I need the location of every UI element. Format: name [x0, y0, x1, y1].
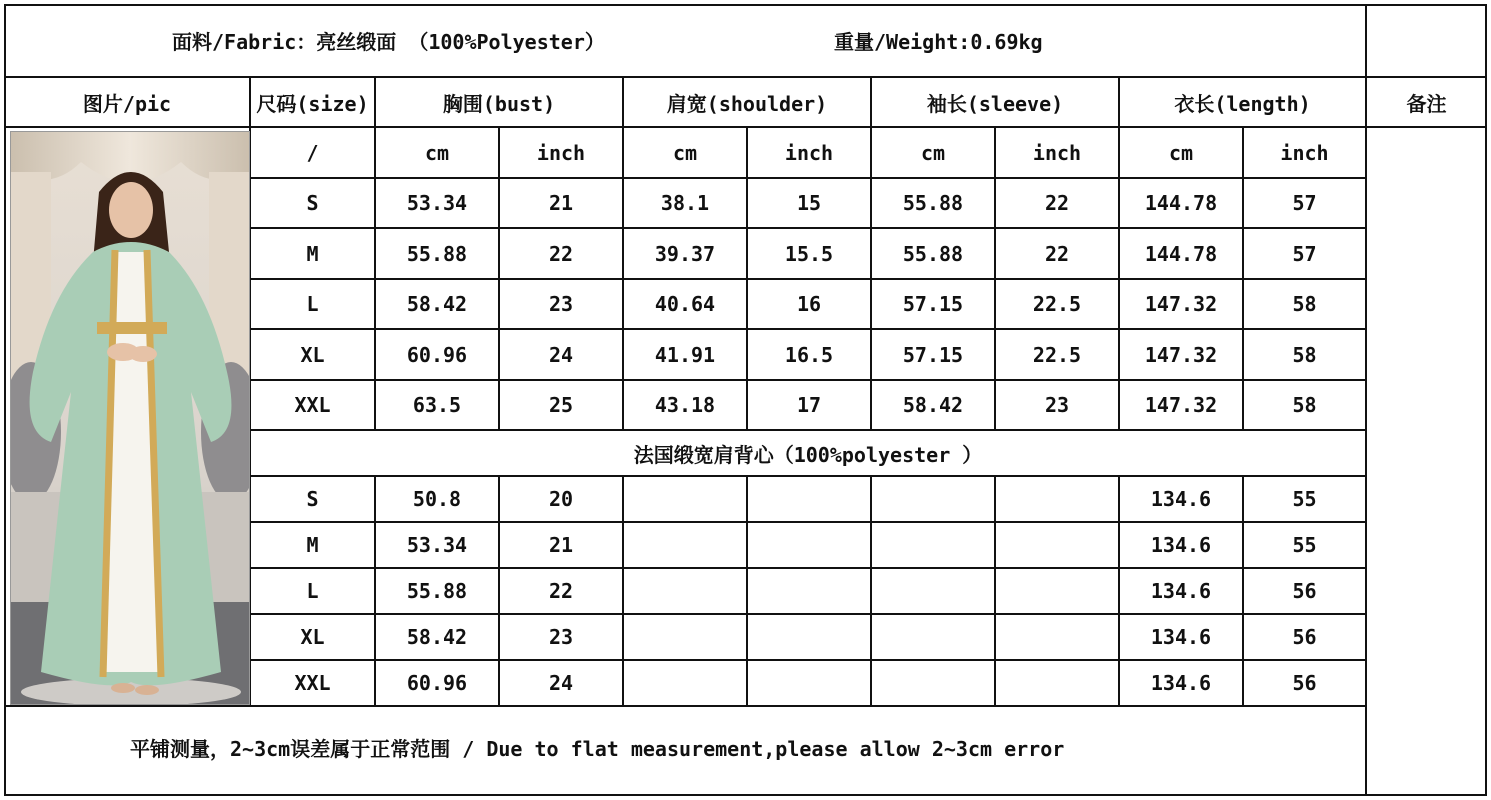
table1-cell-sleeve_in: 22 [1044, 191, 1070, 215]
table1-cell-shoulder_cm: 40.64 [654, 292, 716, 316]
table1-cell-sleeve_cm: 57.15 [902, 292, 964, 316]
table2-cell-size: S [306, 487, 319, 511]
table1-cell-bust_cm: 63.5 [412, 393, 462, 417]
unit-inch: inch [1032, 140, 1082, 165]
table1-cell-sleeve_cm: 55.88 [902, 241, 964, 266]
table1-cell-size: L [306, 292, 319, 316]
table1-cell-bust_cm: 55.88 [406, 241, 468, 266]
table2-cell-size: XXL [294, 671, 331, 695]
table2-cell-bust_in: 21 [548, 533, 574, 557]
table1-cell-size: XXL [294, 393, 331, 417]
table1-cell-bust_in: 25 [548, 393, 574, 417]
table2-cell-bust_cm: 60.96 [406, 671, 468, 695]
table1-cell-sleeve_in: 22 [1044, 241, 1070, 266]
table1-cell-shoulder_in: 16 [796, 292, 822, 316]
table1-cell-bust_cm: 58.42 [406, 292, 468, 316]
table1-cell-shoulder_cm: 38.1 [660, 191, 710, 215]
table1-cell-length_in: 58 [1292, 292, 1317, 316]
table1-cell-length_cm: 147.32 [1144, 342, 1218, 367]
table2-cell-length_cm: 134.6 [1150, 533, 1212, 557]
table1-cell-sleeve_cm: 57.15 [902, 342, 964, 367]
table2-cell-length_in: 56 [1292, 625, 1317, 649]
unit-cm: cm [672, 140, 698, 165]
table2-cell-length_cm: 134.6 [1150, 579, 1212, 603]
unit-inch: inch [1280, 140, 1329, 165]
table1-cell-size: S [306, 191, 319, 215]
table1-cell-shoulder_in: 16.5 [784, 342, 834, 367]
table2-cell-length_in: 56 [1292, 671, 1317, 695]
table1-cell-sleeve_cm: 58.42 [902, 393, 964, 417]
table2-cell-length_cm: 134.6 [1150, 487, 1212, 511]
table2-cell-length_cm: 134.6 [1150, 671, 1212, 695]
column-header-pic: 图片/pic [82, 91, 172, 116]
fabric-info: 面料/Fabric：亮丝缎面 （100%Polyester） [172, 30, 605, 54]
table2-cell-length_in: 55 [1292, 487, 1317, 511]
table2-cell-length_in: 55 [1292, 533, 1317, 557]
table1-cell-bust_cm: 53.34 [406, 191, 468, 215]
table1-cell-sleeve_in: 22.5 [1032, 342, 1082, 367]
table1-cell-shoulder_cm: 43.18 [654, 393, 716, 417]
product-photo [10, 131, 250, 705]
table1-cell-shoulder_cm: 41.91 [654, 342, 716, 367]
table1-cell-length_in: 58 [1292, 393, 1317, 417]
unit-cm: cm [424, 140, 450, 165]
table1-cell-size: XL [300, 342, 325, 367]
unit-size: / [306, 140, 319, 165]
table2-cell-bust_in: 24 [548, 671, 574, 695]
section2-title: 法国缎宽肩背心（100%polyester ） [633, 442, 983, 467]
table1-cell-length_cm: 147.32 [1144, 393, 1218, 417]
table1-cell-bust_in: 21 [548, 191, 574, 215]
table1-cell-bust_in: 23 [548, 292, 574, 316]
table1-cell-sleeve_in: 22.5 [1032, 292, 1082, 316]
unit-inch: inch [784, 140, 834, 165]
table2-cell-bust_cm: 55.88 [406, 579, 468, 603]
table1-cell-bust_cm: 60.96 [406, 342, 468, 367]
table1-cell-shoulder_cm: 39.37 [654, 241, 716, 266]
column-header-size: 尺码(size) [256, 91, 369, 116]
table1-cell-length_cm: 144.78 [1144, 191, 1218, 215]
table2-cell-bust_cm: 50.8 [412, 487, 462, 511]
weight-info: 重量/Weight:0.69kg [834, 30, 1043, 54]
table2-cell-bust_cm: 58.42 [406, 625, 468, 649]
column-header-remark: 备注 [1406, 91, 1447, 116]
table1-cell-length_in: 57 [1292, 191, 1317, 215]
unit-cm: cm [1168, 140, 1194, 165]
table1-cell-length_in: 58 [1292, 342, 1317, 367]
table1-cell-length_in: 57 [1292, 241, 1317, 266]
table1-cell-size: M [306, 241, 319, 266]
table1-cell-shoulder_in: 15 [796, 191, 822, 215]
column-header-bust: 胸围(bust) [442, 91, 556, 116]
table1-cell-bust_in: 24 [548, 342, 574, 367]
table1-cell-length_cm: 147.32 [1144, 292, 1218, 316]
table2-cell-size: L [306, 579, 319, 603]
table2-cell-length_cm: 134.6 [1150, 625, 1212, 649]
table1-cell-sleeve_in: 23 [1044, 393, 1070, 417]
column-header-sleeve: 袖长(sleeve) [926, 91, 1064, 116]
table2-cell-length_in: 56 [1292, 579, 1317, 603]
column-header-length: 衣长(length) [1174, 91, 1311, 116]
table1-cell-length_cm: 144.78 [1144, 241, 1218, 266]
table1-cell-shoulder_in: 17 [796, 393, 822, 417]
size-chart-sheet [4, 4, 1487, 796]
table1-cell-bust_in: 22 [548, 241, 574, 266]
unit-inch: inch [536, 140, 586, 165]
table2-cell-size: XL [300, 625, 325, 649]
table2-cell-bust_in: 22 [548, 579, 574, 603]
table1-cell-sleeve_cm: 55.88 [902, 191, 964, 215]
table2-cell-bust_cm: 53.34 [406, 533, 468, 557]
column-header-shoulder: 肩宽(shoulder) [666, 91, 828, 116]
table1-cell-shoulder_in: 15.5 [784, 241, 834, 266]
unit-cm: cm [920, 140, 946, 165]
table2-cell-bust_in: 20 [548, 487, 574, 511]
table2-cell-size: M [306, 533, 319, 557]
table2-cell-bust_in: 23 [548, 625, 574, 649]
footer-note: 平铺测量，2~3cm误差属于正常范围 / Due to flat measurement,please allow 2~3cm error [130, 736, 1065, 761]
